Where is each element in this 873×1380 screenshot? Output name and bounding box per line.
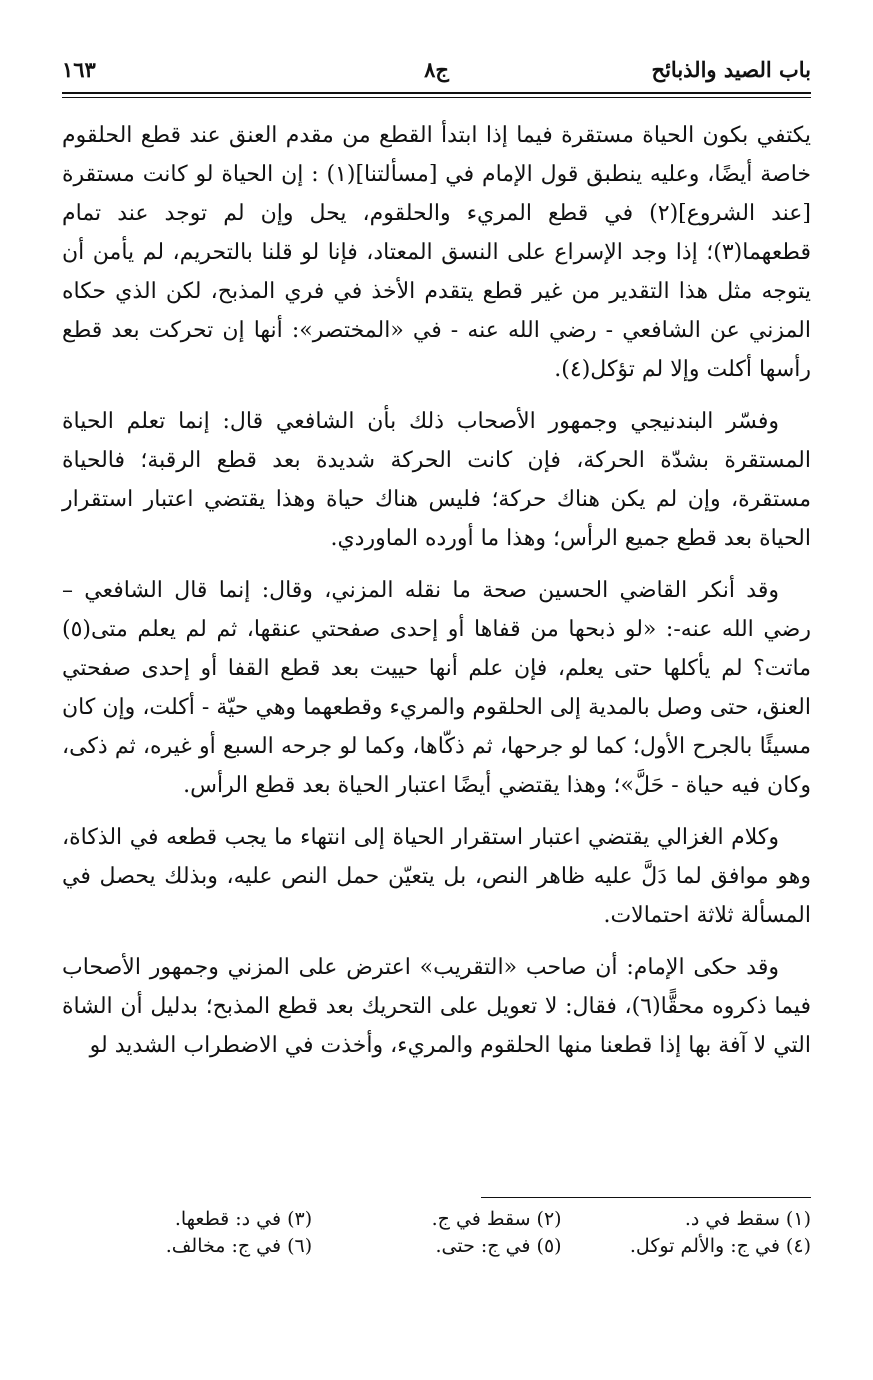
page-header bbox=[62, 50, 811, 90]
page-number: ١٦٣ bbox=[62, 57, 96, 82]
footnote-row bbox=[62, 1206, 811, 1233]
footnote: (١) سقط في د. bbox=[684, 1208, 811, 1230]
footnote: (٢) سقط في ج. bbox=[431, 1208, 562, 1230]
footnote-separator bbox=[481, 1197, 811, 1198]
header-rule-thin bbox=[62, 97, 811, 98]
header-rule bbox=[62, 92, 811, 94]
footnotes bbox=[62, 1206, 811, 1260]
paragraph: وقد حكى الإمام: أن صاحب «التقريب» اعترض على المزني وجمهور الأصحاب فيما ذكروه محقًّا(٦)، فقال: لا تعويل على التحريك بعد قطع المذبح؛ بدليل أن الشاة التي لا آفة بها إذا قطعنا منها الحلقوم والمريء، وأخذت في الاضطراب الشديد لو bbox=[62, 955, 811, 1058]
footnote: (٤) في ج: والألم توكل. bbox=[629, 1235, 811, 1257]
paragraph: يكتفي بكون الحياة مستقرة فيما إذا ابتدأ القطع من مقدم العنق عند قطع الحلقوم خاصة أيضًا، وعليه ينطبق قول الإمام في [مسألتنا](١) : إن الحياة لو كانت مستقرة [عند الشروع](٢) في قطع المريء والحلقوم، يحل وإن لم توجد عند تمام قطعهما(٣)؛ إذا وجد الإسراع على النسق المعتاد، فإنا لو قلنا بالتحريم، لم يأمن أن يتوجه مثل هذا التقدير من غير قطع يتقدم الأخذ في فري المذبح، لكن الذي حكاه المزني عن الشافعي - رضي الله عنه - في «المختصر»: أنها إن تحركت بعد قطع رأسها أكلت وإلا لم تؤكل(٤). bbox=[62, 123, 812, 382]
footnote: (٥) في ج: حتى. bbox=[435, 1235, 562, 1257]
footnote: (٦) في ج: مخالف. bbox=[165, 1235, 313, 1257]
paragraph: وفسّر البندنيجي وجمهور الأصحاب ذلك بأن الشافعي قال: إنما تعلم الحياة المستقرة بشدّة الحركة، فإن كانت الحركة شديدة بعد قطع الرقبة؛ فالحياة مستقرة، وإن لم يكن هناك حركة؛ فليس هناك حياة وهذا يقتضي اعتبار استقرار الحياة بعد قطع جميع الرأس؛ وهذا ما أورده الماوردي. bbox=[62, 409, 811, 551]
chapter-title: باب الصيد والذبائح bbox=[651, 57, 811, 82]
paragraph: وكلام الغزالي يقتضي اعتبار استقرار الحياة إلى انتهاء ما يجب قطعه في الذكاة، وهو موافق لما دَلَّ عليه ظاهر النص، بل يتعيّن حمل النص عليه، وبذلك يحصل في المسألة ثلاثة احتمالات. bbox=[62, 825, 811, 928]
footnote-row bbox=[62, 1233, 811, 1260]
footnote: (٣) في د: قطعها. bbox=[174, 1208, 313, 1230]
main-text bbox=[62, 116, 811, 1078]
volume-label: ج٨ bbox=[424, 57, 449, 82]
paragraph: وقد أنكر القاضي الحسين صحة ما نقله المزني، وقال: إنما قال الشافعي – رضي الله عنه-: «لو ذبحها من قفاها أو إحدى صفحتي عنقها، ثم لم يعلم متى(٥) ماتت؟ لم يأكلها حتى يعلم، فإن علم أنها حييت بعد قطع القفا أو إحدى صفحتي العنق، حتى وصل بالمدية إلى الحلقوم والمريء وقطعهما وهي حيّة - أكلت، وإن كان مسيئًا بالجرح الأول؛ كما لو جرحها، ثم ذكّاها، وكما لو جرحه السبع أو غيره، ثم ذكى، وكان فيه حياة - حَلَّ»؛ وهذا يقتضي أيضًا اعتبار الحياة بعد قطع الرأس. bbox=[62, 578, 811, 798]
